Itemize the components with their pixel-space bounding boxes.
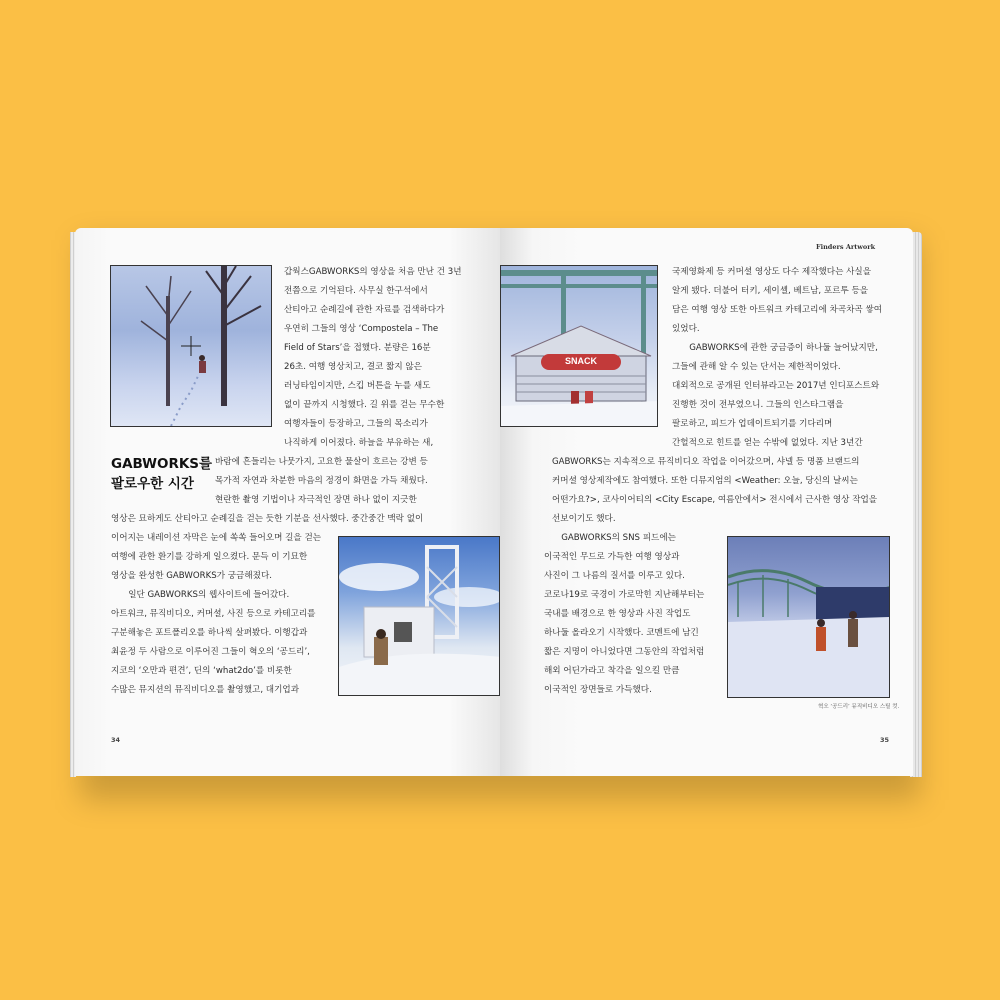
- text-line: 최윤정 두 사람으로 이루어진 그들이 혁오의 ‘공드리’,: [111, 647, 310, 657]
- text-line: 대외적으로 공개된 인터뷰라고는 2017년 인디포스트와: [672, 381, 880, 391]
- text-line: 우연히 그들의 영상 ‘Compostela – The: [284, 324, 439, 334]
- text-line: 담은 여행 영상 또한 아트워크 카테고리에 차곡차곡 쌓여: [672, 305, 883, 315]
- text-line: 선보이기도 했다.: [552, 514, 616, 524]
- text-line: 목가적 자연과 차분한 마음의 정경이 화면을 가득 채웠다.: [215, 476, 428, 486]
- text-line: 커머셜 영상제작에도 참여했다. 또한 디뮤지엄의 <Weather: 오늘, 당신의 날씨는: [552, 476, 858, 486]
- text-line: 갑웍스GABWORKS의 영상을 처음 만난 건 3년: [284, 267, 462, 277]
- text-line: 이국적인 장면들로 가득했다.: [544, 685, 652, 695]
- photo-snow-trees: [110, 265, 272, 427]
- text-line: 영상은 묘하게도 산티아고 순례길을 걷는 듯한 기분을 선사했다. 중간중간 맥락 없이: [111, 514, 424, 524]
- text-line: GABWORKS는 지속적으로 뮤직비디오 작업을 이어갔으며, 샤넬 등 명품 브랜드의: [552, 457, 860, 467]
- text-line: 이어지는 내레이션 자막은 눈에 쏙쏙 들어오며 길을 걷는: [111, 533, 322, 543]
- text-line: 해외 어딘가라고 착각을 일으킬 만큼: [544, 666, 680, 676]
- heading-line: GABWORKS를: [111, 456, 213, 472]
- text-line: 일단 GABWORKS의 웹사이트에 들어갔다.: [111, 590, 290, 600]
- text-line: 아트워크, 뮤직비디오, 커머셜, 사진 등으로 카테고리를: [111, 609, 316, 619]
- snack-sign: SNACK: [564, 356, 597, 366]
- text-line: Field of Stars’을 접했다. 분량은 16분: [284, 343, 431, 353]
- text-line: 있었다.: [672, 324, 700, 334]
- text-line: 산티아고 순례길에 관한 자료를 검색하다가: [284, 305, 445, 315]
- text-line: 없이 끝까지 시청했다. 길 위를 걷는 무수한: [284, 400, 445, 410]
- text-line: 전쯤으로 기억된다. 사무실 한구석에서: [284, 286, 428, 296]
- text-line: 그들에 관해 알 수 있는 단서는 제한적이었다.: [672, 362, 841, 372]
- text-line: 여행자들이 등장하고, 그들의 목소리가: [284, 419, 428, 429]
- text-line: 러닝타임이지만, 스킵 버튼을 누를 새도: [284, 381, 431, 391]
- text-line: 현란한 촬영 기법이나 자극적인 장면 하나 없이 지긋한: [215, 495, 417, 505]
- photo-snow-tower: [338, 536, 500, 696]
- text-line: 코로나19로 국경이 가로막힌 지난해부터는: [544, 590, 705, 600]
- section-heading: [111, 454, 212, 494]
- text-line: 구분해놓은 포트폴리오를 하나씩 살펴봤다. 이행갑과: [111, 628, 308, 638]
- photo-caption: 혁오 ‘공드리’ 뮤직비디오 스틸 컷.: [818, 704, 900, 710]
- text-line: 국내를 배경으로 한 영상과 사진 작업도: [544, 609, 691, 619]
- running-header: Finders Artwork: [816, 243, 876, 251]
- text-line: 국제영화제 등 커머셜 영상도 다수 제작했다는 사실을: [672, 267, 872, 277]
- text-line: 26초. 여행 영상치고, 결코 짧지 않은: [284, 362, 422, 372]
- text-line: GABWORKS의 SNS 피드에는: [544, 533, 676, 543]
- text-line: 이국적인 무드로 가득한 여행 영상과: [544, 552, 680, 562]
- text-line: 어떤가요?>, 코사이어티의 <City Escape, 여름안에서> 전시에서 근사한 영상 작업을: [552, 495, 878, 505]
- photo-snack-stand: [500, 265, 658, 427]
- text-line: 진행한 것이 전부였으니. 그들의 인스타그램을: [672, 400, 844, 410]
- heading-line: 팔로우한 시간: [111, 476, 194, 492]
- text-line: 알게 됐다. 더불어 터키, 세이셸, 베트남, 포르투 등을: [672, 286, 869, 296]
- left-page: [75, 228, 500, 776]
- text-line: 여행에 관한 환기를 강하게 일으켰다. 문득 이 기묘한: [111, 552, 308, 562]
- text-line: 사진이 그 나름의 질서를 이루고 있다.: [544, 571, 685, 581]
- text-line: GABWORKS에 관한 궁금증이 하나둘 늘어났지만,: [672, 343, 878, 353]
- page-number: 35: [880, 736, 890, 744]
- right-page: [500, 228, 913, 776]
- text-line: 나직하게 이어졌다. 하늘을 부유하는 새,: [284, 438, 434, 448]
- text-line: 수많은 뮤지션의 뮤직비디오를 촬영했고, 대기업과: [111, 685, 299, 695]
- text-line: 팔로하고, 피드가 업데이트되기를 기다리며: [672, 419, 833, 429]
- text-line: 바람에 흔들리는 나뭇가지, 고요한 물살이 흐르는 강변 등: [215, 457, 428, 467]
- page-number: 34: [111, 736, 121, 744]
- text-line: 영상을 완성한 GABWORKS가 궁금해졌다.: [111, 571, 272, 581]
- text-line: 짧은 지명이 아니었다면 그동안의 작업처럼: [544, 647, 705, 657]
- text-line: 간헐적으로 힌트를 얻는 수밖에 없었다. 지난 3년간: [672, 438, 863, 448]
- text-line: 하나둘 올라오기 시작했다. 코멘트에 남긴: [544, 628, 699, 638]
- photo-snow-rollercoaster: [727, 536, 890, 698]
- text-line: 지코의 ‘오만과 편견’, 딘의 ‘what2do’를 비롯한: [111, 666, 292, 676]
